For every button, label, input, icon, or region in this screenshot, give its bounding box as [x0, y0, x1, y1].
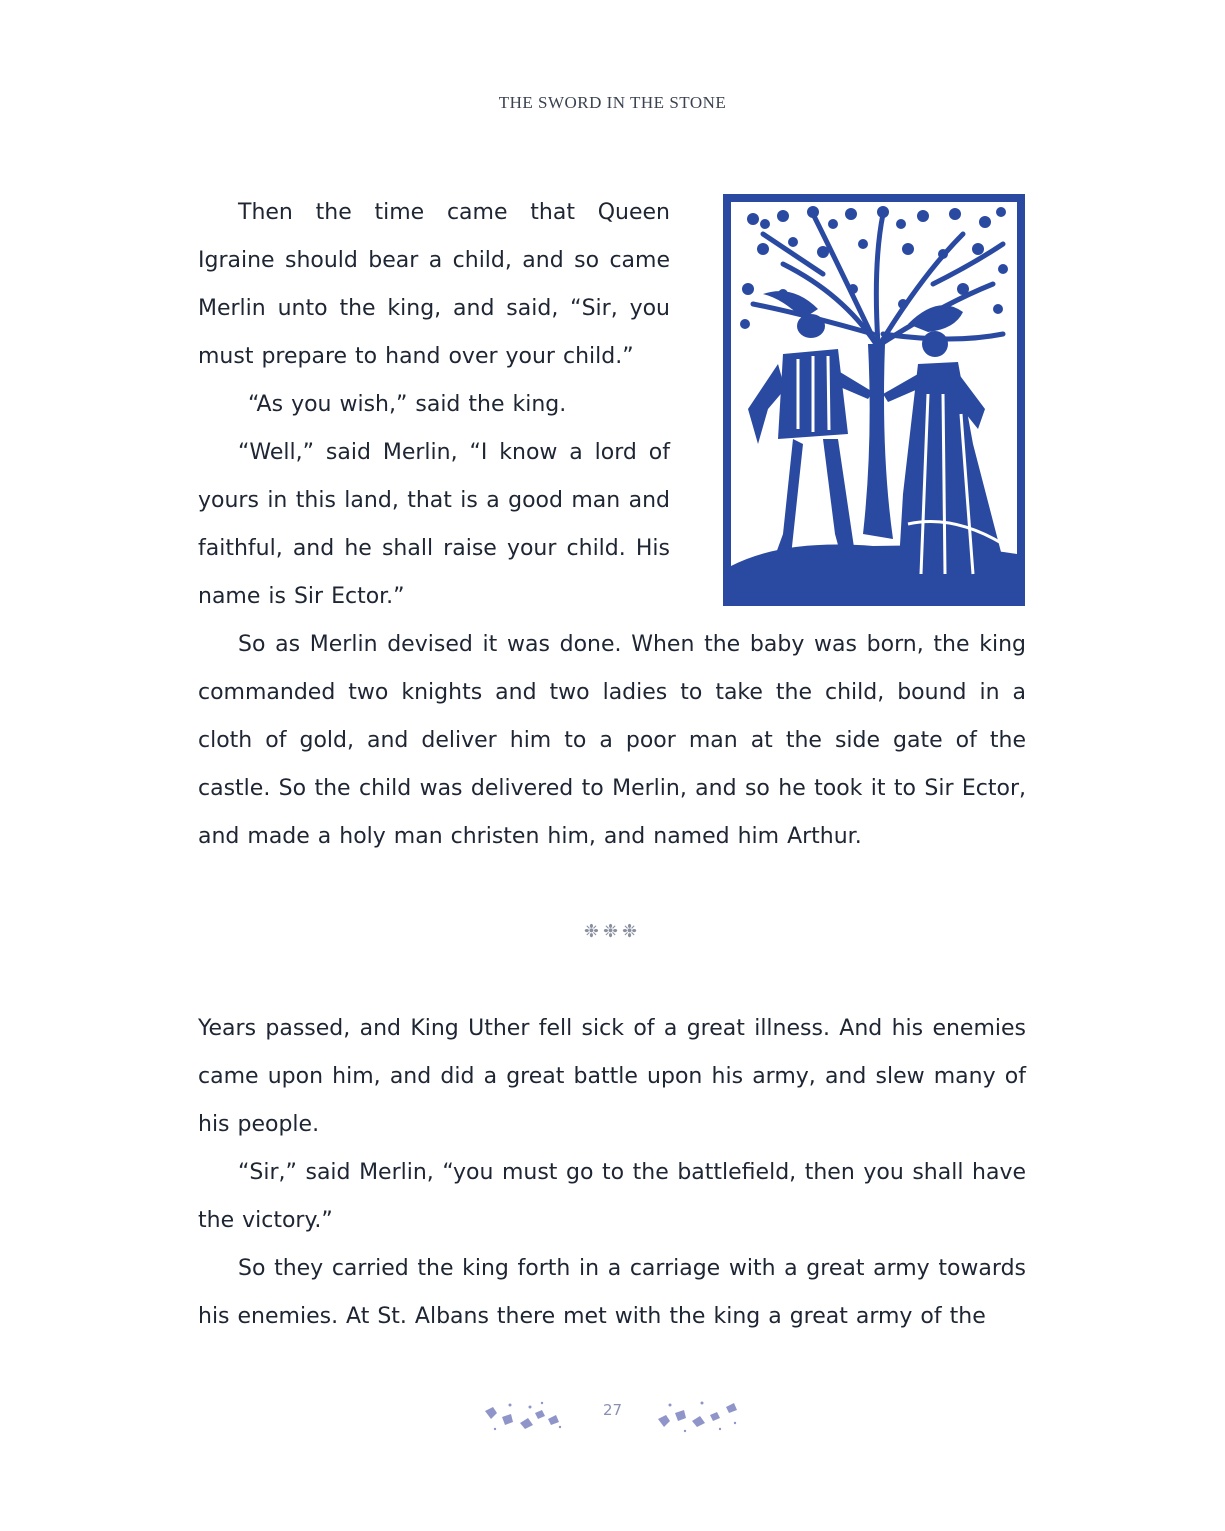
couple-under-tree-image — [723, 194, 1025, 606]
paragraph: “As you wish,” said the king. — [248, 392, 567, 417]
paragraph: Years passed, and King Uther fell sick of a great illness. And his enemies came upon him, and did a great battle upon his army, and slew many of his people. — [198, 1016, 1026, 1137]
paragraph: So as Merlin devised it was done. When the baby was born, the king commanded two knights and two ladies to take the child, bound in a cloth of gold, and deliver him to a poor man at the side gate of the castle. So the child was delivered to Merlin, and so he took it to Sir Ector, and made a holy man christen him, and named him Arthur. — [198, 632, 1026, 849]
paragraph: “Well,” said Merlin, “I know a lord of yours in this land, that is a good man and faithful, and he shall raise your child. His name is Sir Ector.” — [198, 440, 670, 609]
text-block-middle — [198, 621, 1026, 861]
page-number: 27 — [602, 1401, 623, 1419]
paragraph: So they carried the king forth in a carriage with a great army towards his enemies. At St. Albans there met with the king a great army of the — [198, 1256, 1026, 1329]
running-head: THE SWORD IN THE STONE — [498, 93, 727, 112]
page-footer — [480, 1393, 745, 1437]
text-block-bottom — [198, 1005, 1026, 1341]
woodcut-illustration — [723, 194, 1025, 606]
paragraph: “Sir,” said Merlin, “you must go to the battlefield, then you shall have the victory.” — [198, 1160, 1026, 1233]
section-break-ornament: ❉❉❉ — [583, 921, 642, 942]
text-block-top — [198, 189, 670, 621]
paragraph: Then the time came that Queen Igraine should bear a child, and so came Merlin unto the king, and said, “Sir, you must prepare to hand over your child.” — [198, 200, 670, 369]
